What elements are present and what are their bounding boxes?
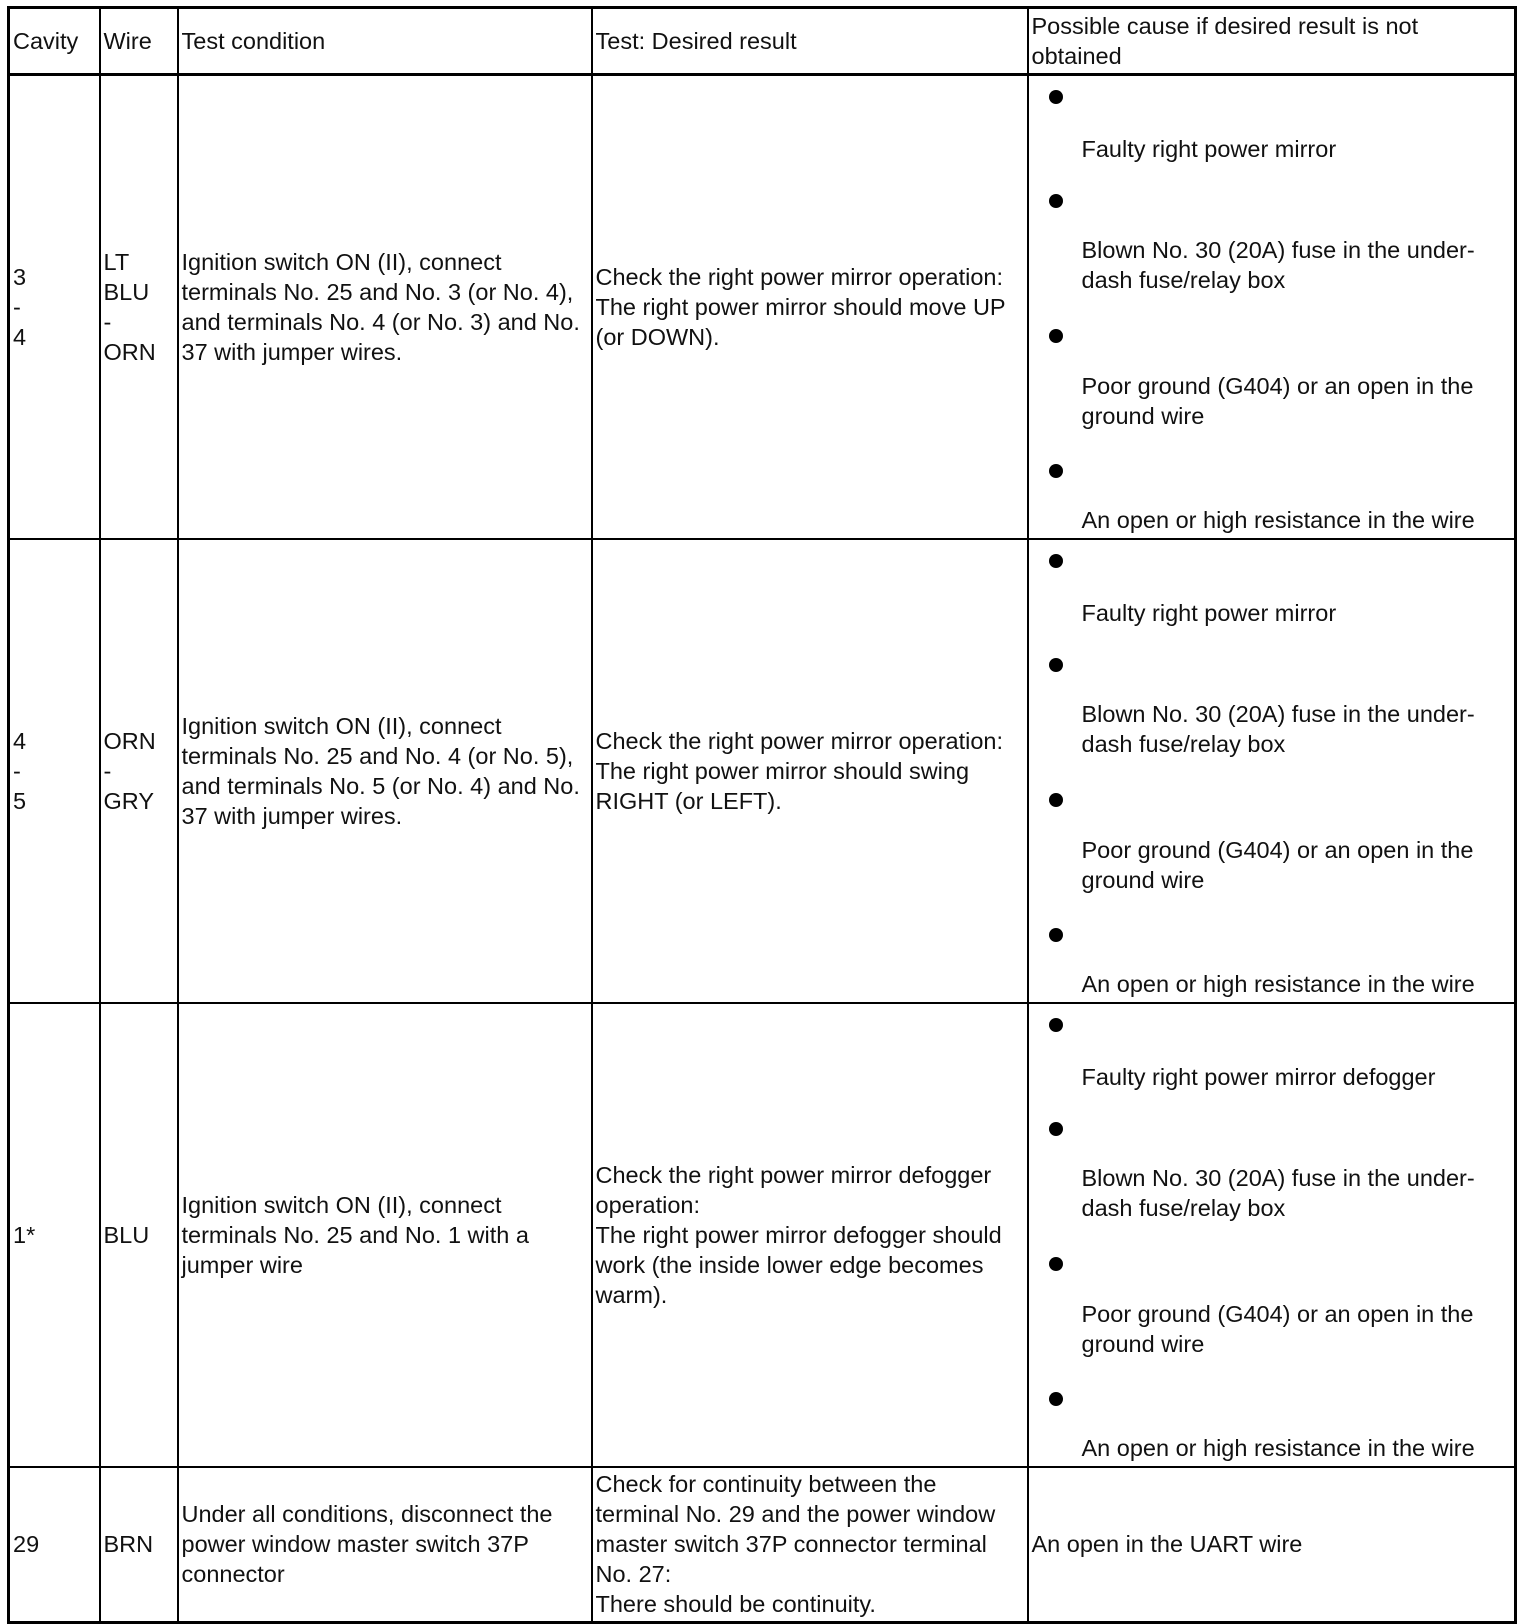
possible-cause-cell: An open in the UART wire [1028,1467,1516,1623]
cause-text: Blown No. 30 (20A) fuse in the under-dash fuse/relay box [1081,1164,1475,1221]
table-row [9,1467,1516,1623]
cavity-cell [9,1003,100,1467]
wire-line: - [103,757,112,784]
wire-cell [100,1003,178,1467]
cause-text: An open or high resistance in the wire [1081,1434,1475,1461]
desired-result-cell: Check the right power mirror operation: The right power mirror should move UP (or DOWN). [592,75,1028,539]
bullet-icon [1049,90,1063,104]
table-row [9,539,1516,1003]
possible-cause-cell [1028,75,1516,539]
header-cavity: Cavity [9,8,100,75]
desired-result-cell: Check for continuity between the terminal No. 29 and the power window master switch 37P connector terminal No. 27: There should be continuity. [592,1467,1028,1623]
test-condition-cell: Ignition switch ON (II), connect terminals No. 25 and No. 3 (or No. 4), and terminals No. 4 (or No. 3) and No. 37 with jumper wires. [178,75,592,539]
cavity-line: 4 [13,323,27,350]
test-condition-cell: Ignition switch ON (II), connect terminals No. 25 and No. 4 (or No. 5), and terminals No. 5 (or No. 4) and No. 37 with jumper wires. [178,539,592,1003]
cavity-line: 4 [13,727,27,754]
header-desired-result: Test: Desired result [592,8,1028,75]
test-condition-cell: Ignition switch ON (II), connect terminals No. 25 and No. 1 with a jumper wire [178,1003,592,1467]
cause-text: Poor ground (G404) or an open in the ground wire [1081,836,1474,893]
wire-line: BRN [103,1531,154,1558]
bullet-icon [1049,554,1063,568]
header-test-condition: Test condition [178,8,592,75]
wire-line: GRY [103,787,154,814]
possible-cause-cell [1028,1003,1516,1467]
bullet-icon [1049,1122,1063,1136]
wire-cell [100,75,178,539]
test-condition-cell: Under all conditions, disconnect the power window master switch 37P connector [178,1467,592,1623]
wire-cell [100,1467,178,1623]
diagnostic-table [7,6,1517,1624]
cavity-cell [9,75,100,539]
wire-line: ORN [103,727,156,754]
cause-text: Poor ground (G404) or an open in the ground wire [1081,373,1474,429]
cause-text: Faulty right power mirror [1081,599,1337,626]
cause-text: Blown No. 30 (20A) fuse in the under-dash fuse/relay box [1081,237,1475,293]
bullet-icon [1049,658,1063,672]
cavity-line: - [13,293,21,320]
bullet-icon [1049,194,1063,208]
cavity-line: 1* [13,1221,36,1248]
cause-text: Faulty right power mirror defogger [1081,1063,1436,1090]
bullet-icon [1049,1018,1063,1032]
bullet-icon [1049,1257,1063,1271]
desired-result-cell: Check the right power mirror defogger operation: The right power mirror defogger should work (the inside lower edge becomes warm). [592,1003,1028,1467]
cause-text: An open or high resistance in the wire [1081,507,1475,533]
cause-text: Faulty right power mirror [1081,136,1337,162]
wire-line: - [103,308,112,335]
wire-cell [100,539,178,1003]
cause-text: Blown No. 30 (20A) fuse in the under-dash fuse/relay box [1081,700,1475,757]
wire-line: BLU [103,1221,150,1248]
cavity-cell [9,539,100,1003]
header-wire: Wire [100,8,178,75]
cavity-line: 29 [13,1531,40,1558]
bullet-icon [1049,464,1063,478]
bullet-icon [1049,928,1063,942]
wire-line: ORN [103,338,156,365]
desired-result-cell: Check the right power mirror operation: The right power mirror should swing RIGHT (or LEFT). [592,539,1028,1003]
header-row [9,8,1516,75]
cavity-line: - [13,757,21,784]
wire-line: LT [103,248,130,275]
table-row [9,75,1516,539]
table-row [9,1003,1516,1467]
bullet-icon [1049,793,1063,807]
bullet-icon [1049,329,1063,343]
header-possible-cause: Possible cause if desired result is not obtained [1028,8,1516,75]
cavity-line: 3 [13,263,27,290]
cavity-line: 5 [13,787,27,814]
cause-text: Poor ground (G404) or an open in the ground wire [1081,1300,1474,1357]
possible-cause-cell [1028,539,1516,1003]
wire-line: BLU [103,278,150,305]
cavity-cell [9,1467,100,1623]
cause-text: An open or high resistance in the wire [1081,970,1475,997]
bullet-icon [1049,1392,1063,1406]
